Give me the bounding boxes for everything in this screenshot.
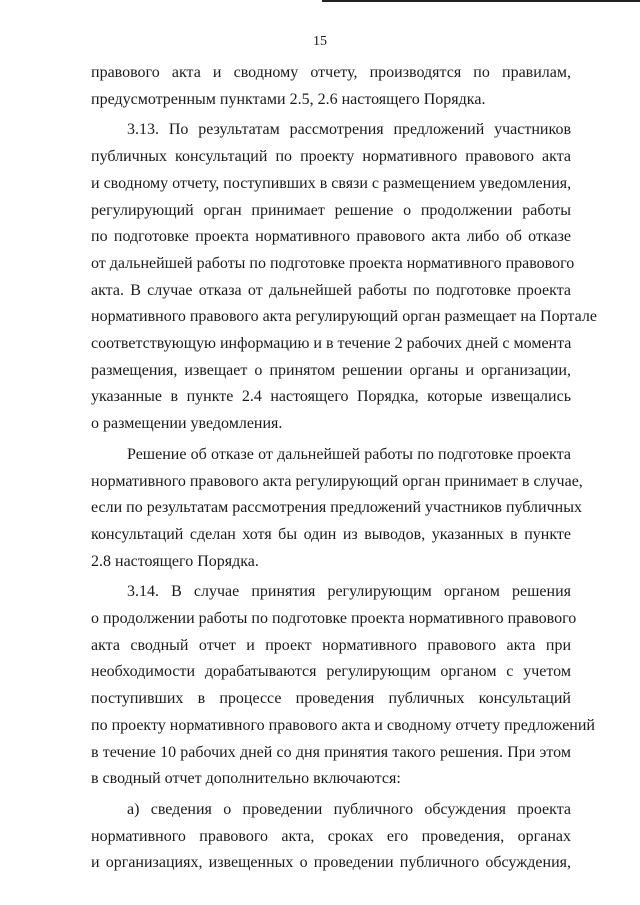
text-line: и организациях, извещенных о проведении публичного обсуждения, (91, 854, 571, 872)
page-number: 15 (313, 34, 327, 49)
text-line: по подготовке проекта нормативного правового акта либо об отказе (91, 228, 571, 246)
text-line: правового акта и сводному отчету, производятся по правилам, (91, 64, 571, 81)
text-line: по проекту нормативного правового акта и сводному отчету предложений (91, 716, 595, 734)
text-line: регулирующий орган принимает решение о продолжении работы (91, 201, 571, 219)
text-line: консультаций сделан хотя бы один из выводов, указанных в пункте (91, 525, 571, 543)
text-line: соответствующую информацию и в течение 2 рабочих дней с момента (91, 335, 572, 353)
text-line: акта сводный отчет и проект нормативного правового акта при (91, 636, 571, 654)
text-line: от дальнейшей работы по подготовке проекта нормативного правового (91, 254, 575, 272)
list-item-a (91, 797, 571, 877)
text-line: нормативного правового акта, сроках его проведения, органах (91, 827, 571, 845)
text-line: 3.13. По результатам рассмотрения предложений участников (127, 121, 571, 139)
text-line: в течение 10 рабочих дней со дня принятия такого решения. При этом (91, 743, 571, 761)
document-body (91, 60, 597, 877)
text-line: поступивших в процессе проведения публичных консультаций (91, 690, 571, 708)
text-line: необходимости дорабатываются регулирующим органом с учетом (91, 663, 571, 681)
text-line: если по результатам рассмотрения предложений участников публичных (91, 499, 582, 517)
paragraph (91, 60, 571, 113)
text-line: указанные в пункте 2.4 настоящего Порядка, которые извещались (91, 388, 571, 406)
text-line: Решение об отказе от дальнейшей работы по подготовке проекта (127, 445, 571, 463)
text-line: и сводному отчету, поступивших в связи с размещением уведомления, (91, 174, 572, 192)
text-line: публичных консультаций по проекту нормативного правового акта (91, 148, 571, 166)
text-line: акта. В случае отказа от дальнейшей работы по подготовке проекта (91, 281, 571, 299)
paragraph-refusal-decision (91, 442, 583, 576)
text-line: размещения, извещает о принятом решении органы и организации, (91, 361, 571, 379)
text-line: о продолжении работы по подготовке проекта нормативного правового (91, 610, 577, 628)
top-edge-rule (322, 0, 640, 2)
text-line: а) сведения о проведении публичного обсуждения проекта (127, 800, 571, 818)
paragraph-3-13 (91, 117, 597, 437)
text-line: нормативного правового акта регулирующий орган размещает на Портале (91, 308, 597, 326)
paragraph-3-14 (91, 579, 595, 793)
text-line: 2.8 настоящего Порядка. (91, 552, 259, 570)
text-line: нормативного правового акта регулирующий орган принимает в случае, (91, 472, 583, 490)
text-line: в сводный отчет дополнительно включаются: (91, 770, 401, 788)
text-line: о размещении уведомления. (91, 415, 283, 433)
text-line: предусмотренным пунктами 2.5, 2.6 настоящего Порядка. (91, 90, 486, 108)
text-line: 3.14. В случае принятия регулирующим органом решения (127, 583, 571, 601)
